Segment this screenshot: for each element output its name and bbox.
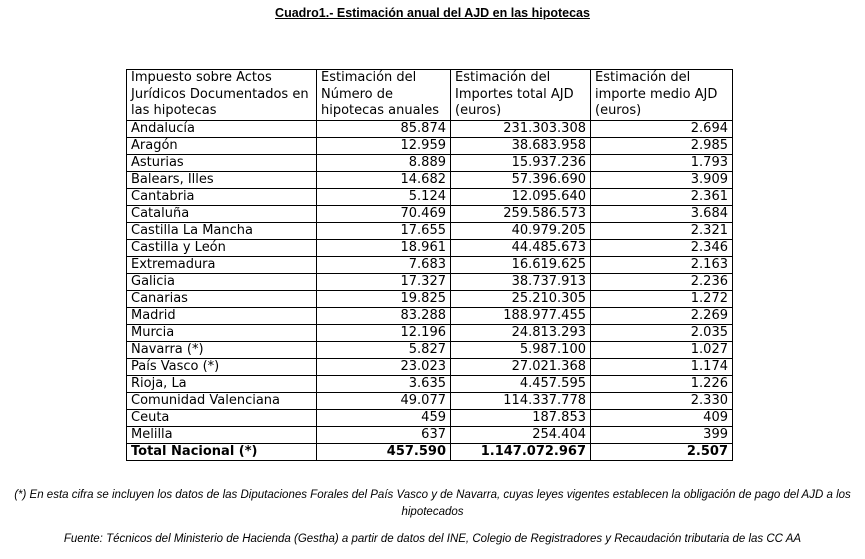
region-cell: Galicia xyxy=(127,273,317,290)
table-row xyxy=(127,256,733,273)
table-row xyxy=(127,171,733,188)
average-amount-cell: 2.035 xyxy=(591,324,733,341)
region-cell: Castilla La Mancha xyxy=(127,222,317,239)
region-cell: Madrid xyxy=(127,307,317,324)
total-amount-cell: 187.853 xyxy=(451,409,591,426)
header-average-amount: Estimación del importe medio AJD (euros) xyxy=(591,70,733,121)
mortgages-cell: 459 xyxy=(317,409,451,426)
average-amount-cell: 2.321 xyxy=(591,222,733,239)
table-row xyxy=(127,341,733,358)
region-cell: Comunidad Valenciana xyxy=(127,392,317,409)
table-row xyxy=(127,222,733,239)
mortgages-cell: 7.683 xyxy=(317,256,451,273)
total-amount-cell: 44.485.673 xyxy=(451,239,591,256)
total-amount-cell: 5.987.100 xyxy=(451,341,591,358)
mortgages-cell: 85.874 xyxy=(317,120,451,137)
mortgages-cell: 3.635 xyxy=(317,375,451,392)
average-amount-cell: 3.909 xyxy=(591,171,733,188)
region-cell: Rioja, La xyxy=(127,375,317,392)
total-amount-cell: 254.404 xyxy=(451,426,591,443)
mortgages-cell: 8.889 xyxy=(317,154,451,171)
region-cell: Balears, Illes xyxy=(127,171,317,188)
header-tax: Impuesto sobre Actos Jurídicos Documentados en las hipotecas xyxy=(127,70,317,121)
mortgages-cell: 18.961 xyxy=(317,239,451,256)
mortgages-cell: 49.077 xyxy=(317,392,451,409)
table-row xyxy=(127,154,733,171)
total-total-amount-cell: 1.147.072.967 xyxy=(451,443,591,460)
average-amount-cell: 2.330 xyxy=(591,392,733,409)
mortgages-cell: 83.288 xyxy=(317,307,451,324)
table-row xyxy=(127,188,733,205)
source-note: Fuente: Técnicos del Ministerio de Hacienda (Gestha) a partir de datos del INE, Colegio de Registradores y Recaudación tributaria de las CC AA xyxy=(63,533,802,545)
total-amount-cell: 38.683.958 xyxy=(451,137,591,154)
table-row xyxy=(127,273,733,290)
average-amount-cell: 2.346 xyxy=(591,239,733,256)
average-amount-cell: 1.793 xyxy=(591,154,733,171)
table-row xyxy=(127,426,733,443)
region-cell: País Vasco (*) xyxy=(127,358,317,375)
region-cell: Ceuta xyxy=(127,409,317,426)
region-cell: Canarias xyxy=(127,290,317,307)
table-row xyxy=(127,358,733,375)
table-body xyxy=(127,120,733,460)
table-row xyxy=(127,375,733,392)
total-amount-cell: 231.303.308 xyxy=(451,120,591,137)
table-row xyxy=(127,392,733,409)
total-amount-cell: 16.619.625 xyxy=(451,256,591,273)
total-amount-cell: 188.977.455 xyxy=(451,307,591,324)
table-header-row xyxy=(127,70,733,121)
average-amount-cell: 2.985 xyxy=(591,137,733,154)
ajd-table xyxy=(126,69,733,461)
region-cell: Navarra (*) xyxy=(127,341,317,358)
mortgages-cell: 5.124 xyxy=(317,188,451,205)
region-cell: Cataluña xyxy=(127,205,317,222)
average-amount-cell: 2.269 xyxy=(591,307,733,324)
mortgages-cell: 23.023 xyxy=(317,358,451,375)
total-amount-cell: 57.396.690 xyxy=(451,171,591,188)
header-total-amount: Estimación del Importes total AJD (euros) xyxy=(451,70,591,121)
region-cell: Melilla xyxy=(127,426,317,443)
total-amount-cell: 12.095.640 xyxy=(451,188,591,205)
total-average-amount-cell: 2.507 xyxy=(591,443,733,460)
table-row xyxy=(127,290,733,307)
region-cell: Aragón xyxy=(127,137,317,154)
average-amount-cell: 1.027 xyxy=(591,341,733,358)
average-amount-cell: 2.694 xyxy=(591,120,733,137)
total-mortgages-cell: 457.590 xyxy=(317,443,451,460)
total-amount-cell: 25.210.305 xyxy=(451,290,591,307)
footnote: (*) En esta cifra se incluyen los datos de las Diputaciones Forales del País Vasco y de Navarra, cuyas leyes vigentes establecen la obligación de pago del AJD a los hipotecados xyxy=(14,489,851,518)
mortgages-cell: 19.825 xyxy=(317,290,451,307)
average-amount-cell: 1.226 xyxy=(591,375,733,392)
table-row xyxy=(127,324,733,341)
average-amount-cell: 1.272 xyxy=(591,290,733,307)
total-amount-cell: 114.337.778 xyxy=(451,392,591,409)
average-amount-cell: 3.684 xyxy=(591,205,733,222)
region-cell: Castilla y León xyxy=(127,239,317,256)
region-cell: Andalucía xyxy=(127,120,317,137)
total-region-cell: Total Nacional (*) xyxy=(127,443,317,460)
total-amount-cell: 259.586.573 xyxy=(451,205,591,222)
total-amount-cell: 27.021.368 xyxy=(451,358,591,375)
total-amount-cell: 38.737.913 xyxy=(451,273,591,290)
mortgages-cell: 17.655 xyxy=(317,222,451,239)
mortgages-cell: 17.327 xyxy=(317,273,451,290)
table-title: Cuadro1.- Estimación anual del AJD en las hipotecas xyxy=(275,6,590,20)
total-amount-cell: 4.457.595 xyxy=(451,375,591,392)
region-cell: Asturias xyxy=(127,154,317,171)
average-amount-cell: 2.236 xyxy=(591,273,733,290)
region-cell: Cantabria xyxy=(127,188,317,205)
average-amount-cell: 1.174 xyxy=(591,358,733,375)
total-row xyxy=(127,443,733,460)
mortgages-cell: 12.196 xyxy=(317,324,451,341)
total-amount-cell: 24.813.293 xyxy=(451,324,591,341)
table-row xyxy=(127,409,733,426)
mortgages-cell: 12.959 xyxy=(317,137,451,154)
total-amount-cell: 40.979.205 xyxy=(451,222,591,239)
mortgages-cell: 5.827 xyxy=(317,341,451,358)
region-cell: Murcia xyxy=(127,324,317,341)
mortgages-cell: 70.469 xyxy=(317,205,451,222)
table-row xyxy=(127,137,733,154)
table-row xyxy=(127,205,733,222)
table-row xyxy=(127,307,733,324)
table-row xyxy=(127,120,733,137)
mortgages-cell: 637 xyxy=(317,426,451,443)
average-amount-cell: 2.163 xyxy=(591,256,733,273)
average-amount-cell: 2.361 xyxy=(591,188,733,205)
header-mortgages: Estimación del Número de hipotecas anuales xyxy=(317,70,451,121)
mortgages-cell: 14.682 xyxy=(317,171,451,188)
total-amount-cell: 15.937.236 xyxy=(451,154,591,171)
average-amount-cell: 399 xyxy=(591,426,733,443)
table-row xyxy=(127,239,733,256)
average-amount-cell: 409 xyxy=(591,409,733,426)
region-cell: Extremadura xyxy=(127,256,317,273)
